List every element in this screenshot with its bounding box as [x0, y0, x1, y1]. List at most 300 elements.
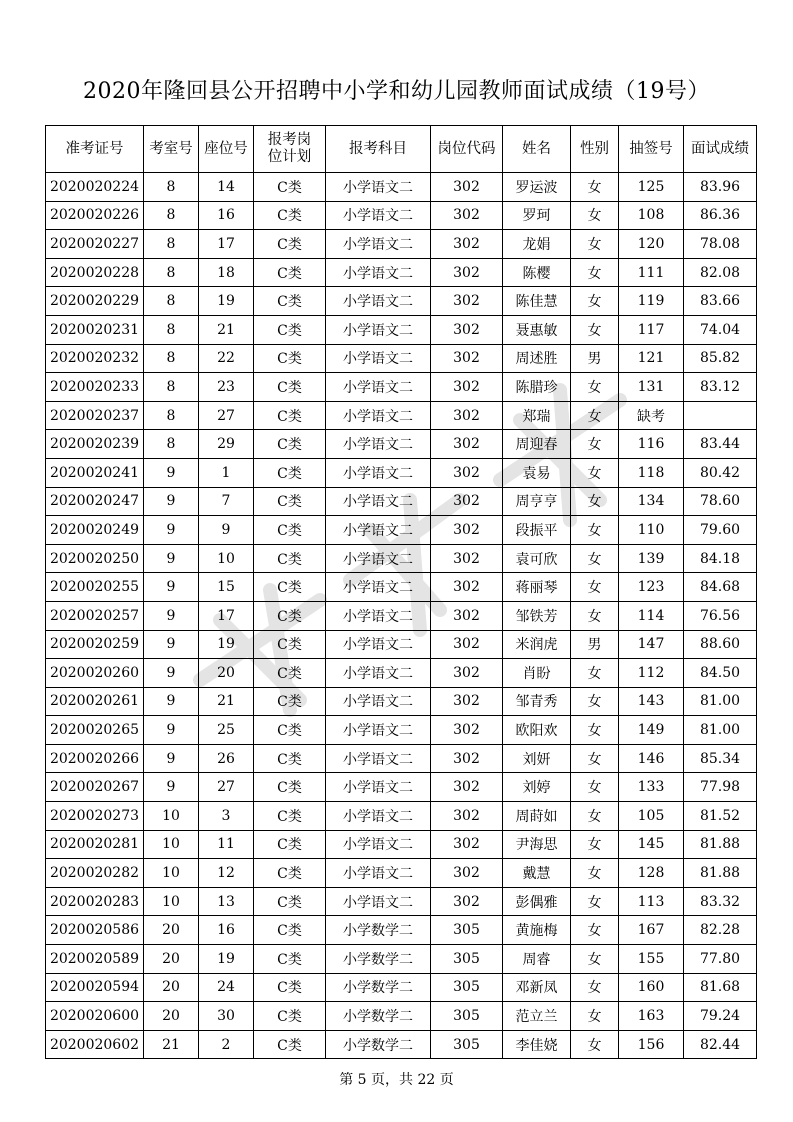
position-code-cell: 302 [431, 315, 503, 344]
admission-number-cell: 2020020241 [46, 458, 144, 487]
subject-cell: 小学数学二 [326, 916, 431, 945]
position-plan-cell: C类 [254, 487, 326, 516]
seat-number-cell: 1 [199, 458, 254, 487]
seat-number-cell: 19 [199, 287, 254, 316]
exam-room-cell: 8 [144, 173, 199, 202]
table-row [46, 773, 757, 802]
name-cell: 陈腊珍 [503, 373, 571, 402]
position-plan-cell: C类 [254, 887, 326, 916]
column-header: 座位号 [199, 126, 254, 173]
draw-number-cell: 163 [619, 1002, 684, 1031]
seat-number-cell: 21 [199, 315, 254, 344]
admission-number-cell: 2020020586 [46, 916, 144, 945]
position-code-cell: 305 [431, 1002, 503, 1031]
admission-number-cell: 2020020600 [46, 1002, 144, 1031]
name-cell: 袁易 [503, 458, 571, 487]
position-code-cell: 302 [431, 344, 503, 373]
admission-number-cell: 2020020226 [46, 201, 144, 230]
subject-cell: 小学语文二 [326, 859, 431, 888]
admission-number-cell: 2020020266 [46, 744, 144, 773]
draw-number-cell: 120 [619, 230, 684, 259]
subject-cell: 小学语文二 [326, 458, 431, 487]
draw-number-cell: 155 [619, 945, 684, 974]
interview-score-cell: 86.36 [684, 201, 757, 230]
table-row [46, 544, 757, 573]
seat-number-cell: 15 [199, 573, 254, 602]
table-row [46, 716, 757, 745]
subject-cell: 小学数学二 [326, 1030, 431, 1059]
subject-cell: 小学语文二 [326, 659, 431, 688]
subject-cell: 小学语文二 [326, 173, 431, 202]
name-cell: 周述胜 [503, 344, 571, 373]
draw-number-cell: 125 [619, 173, 684, 202]
draw-number-cell: 143 [619, 687, 684, 716]
subject-cell: 小学语文二 [326, 315, 431, 344]
admission-number-cell: 2020020259 [46, 630, 144, 659]
table-row [46, 373, 757, 402]
subject-cell: 小学语文二 [326, 373, 431, 402]
admission-number-cell: 2020020227 [46, 230, 144, 259]
gender-cell: 女 [571, 201, 619, 230]
name-cell: 陈樱 [503, 258, 571, 287]
admission-number-cell: 2020020231 [46, 315, 144, 344]
seat-number-cell: 22 [199, 344, 254, 373]
gender-cell: 女 [571, 516, 619, 545]
seat-number-cell: 9 [199, 516, 254, 545]
gender-cell: 女 [571, 945, 619, 974]
name-cell: 戴慧 [503, 859, 571, 888]
position-code-cell: 302 [431, 487, 503, 516]
subject-cell: 小学语文二 [326, 802, 431, 831]
gender-cell: 女 [571, 401, 619, 430]
exam-room-cell: 20 [144, 916, 199, 945]
admission-number-cell: 2020020265 [46, 716, 144, 745]
exam-room-cell: 8 [144, 344, 199, 373]
draw-number-cell: 112 [619, 659, 684, 688]
table-row [46, 601, 757, 630]
table-row [46, 630, 757, 659]
subject-cell: 小学语文二 [326, 401, 431, 430]
name-cell: 周莳如 [503, 802, 571, 831]
table-row [46, 1002, 757, 1031]
exam-room-cell: 8 [144, 430, 199, 459]
draw-number-cell: 110 [619, 516, 684, 545]
draw-number-cell: 134 [619, 487, 684, 516]
subject-cell: 小学语文二 [326, 258, 431, 287]
gender-cell: 女 [571, 573, 619, 602]
admission-number-cell: 2020020273 [46, 802, 144, 831]
position-plan-cell: C类 [254, 373, 326, 402]
draw-number-cell: 缺考 [619, 401, 684, 430]
name-cell: 刘妍 [503, 744, 571, 773]
interview-score-cell: 83.96 [684, 173, 757, 202]
admission-number-cell: 2020020589 [46, 945, 144, 974]
gender-cell: 女 [571, 258, 619, 287]
name-cell: 邹青秀 [503, 687, 571, 716]
subject-cell: 小学语文二 [326, 516, 431, 545]
interview-score-cell: 78.60 [684, 487, 757, 516]
subject-cell: 小学语文二 [326, 287, 431, 316]
interview-score-cell: 82.44 [684, 1030, 757, 1059]
admission-number-cell: 2020020282 [46, 859, 144, 888]
draw-number-cell: 139 [619, 544, 684, 573]
interview-score-cell: 83.66 [684, 287, 757, 316]
draw-number-cell: 108 [619, 201, 684, 230]
position-plan-cell: C类 [254, 916, 326, 945]
column-header: 姓名 [503, 126, 571, 173]
subject-cell: 小学语文二 [326, 487, 431, 516]
gender-cell: 女 [571, 659, 619, 688]
exam-room-cell: 20 [144, 945, 199, 974]
subject-cell: 小学语文二 [326, 830, 431, 859]
position-plan-cell: C类 [254, 601, 326, 630]
interview-score-cell: 83.32 [684, 887, 757, 916]
gender-cell: 女 [571, 916, 619, 945]
interview-score-cell: 81.88 [684, 859, 757, 888]
interview-score-table [45, 125, 757, 1059]
interview-score-cell: 85.34 [684, 744, 757, 773]
name-cell: 彭偶雅 [503, 887, 571, 916]
position-plan-cell: C类 [254, 516, 326, 545]
name-cell: 聂惠敏 [503, 315, 571, 344]
draw-number-cell: 156 [619, 1030, 684, 1059]
seat-number-cell: 30 [199, 1002, 254, 1031]
position-plan-cell: C类 [254, 201, 326, 230]
gender-cell: 女 [571, 744, 619, 773]
seat-number-cell: 25 [199, 716, 254, 745]
table-row [46, 1030, 757, 1059]
admission-number-cell: 2020020250 [46, 544, 144, 573]
position-code-cell: 302 [431, 573, 503, 602]
draw-number-cell: 113 [619, 887, 684, 916]
table-row [46, 687, 757, 716]
table-row [46, 859, 757, 888]
position-plan-cell: C类 [254, 544, 326, 573]
column-header: 报考科目 [326, 126, 431, 173]
gender-cell: 女 [571, 859, 619, 888]
name-cell: 周亨亨 [503, 487, 571, 516]
subject-cell: 小学语文二 [326, 630, 431, 659]
position-code-cell: 305 [431, 916, 503, 945]
position-code-cell: 305 [431, 1030, 503, 1059]
gender-cell: 女 [571, 230, 619, 259]
name-cell: 郑瑞 [503, 401, 571, 430]
interview-score-cell: 81.68 [684, 973, 757, 1002]
exam-room-cell: 9 [144, 687, 199, 716]
draw-number-cell: 133 [619, 773, 684, 802]
subject-cell: 小学语文二 [326, 344, 431, 373]
admission-number-cell: 2020020261 [46, 687, 144, 716]
position-plan-cell: C类 [254, 458, 326, 487]
seat-number-cell: 3 [199, 802, 254, 831]
table-row [46, 830, 757, 859]
admission-number-cell: 2020020260 [46, 659, 144, 688]
interview-score-cell: 80.42 [684, 458, 757, 487]
gender-cell: 女 [571, 173, 619, 202]
table-row [46, 430, 757, 459]
table-row [46, 973, 757, 1002]
position-plan-cell: C类 [254, 773, 326, 802]
table-row [46, 230, 757, 259]
position-plan-cell: C类 [254, 315, 326, 344]
position-plan-cell: C类 [254, 230, 326, 259]
admission-number-cell: 2020020239 [46, 430, 144, 459]
gender-cell: 女 [571, 802, 619, 831]
position-plan-cell: C类 [254, 344, 326, 373]
subject-cell: 小学语文二 [326, 887, 431, 916]
seat-number-cell: 10 [199, 544, 254, 573]
position-code-cell: 302 [431, 859, 503, 888]
admission-number-cell: 2020020249 [46, 516, 144, 545]
admission-number-cell: 2020020237 [46, 401, 144, 430]
draw-number-cell: 123 [619, 573, 684, 602]
table-row [46, 258, 757, 287]
position-code-cell: 305 [431, 945, 503, 974]
exam-room-cell: 8 [144, 201, 199, 230]
draw-number-cell: 146 [619, 744, 684, 773]
interview-score-cell: 77.98 [684, 773, 757, 802]
position-code-cell: 302 [431, 802, 503, 831]
position-plan-cell: C类 [254, 973, 326, 1002]
exam-room-cell: 8 [144, 258, 199, 287]
gender-cell: 女 [571, 544, 619, 573]
seat-number-cell: 7 [199, 487, 254, 516]
admission-number-cell: 2020020247 [46, 487, 144, 516]
table-row [46, 344, 757, 373]
interview-score-cell: 74.04 [684, 315, 757, 344]
interview-score-cell: 76.56 [684, 601, 757, 630]
interview-score-cell: 84.50 [684, 659, 757, 688]
position-code-cell: 302 [431, 830, 503, 859]
admission-number-cell: 2020020602 [46, 1030, 144, 1059]
seat-number-cell: 13 [199, 887, 254, 916]
admission-number-cell: 2020020283 [46, 887, 144, 916]
position-code-cell: 302 [431, 659, 503, 688]
table-row [46, 516, 757, 545]
column-header: 报考岗位计划 [254, 126, 326, 173]
gender-cell: 女 [571, 458, 619, 487]
column-header: 准考证号 [46, 126, 144, 173]
gender-cell: 男 [571, 630, 619, 659]
exam-room-cell: 8 [144, 287, 199, 316]
interview-score-cell: 83.12 [684, 373, 757, 402]
subject-cell: 小学数学二 [326, 945, 431, 974]
exam-room-cell: 9 [144, 744, 199, 773]
table-row [46, 945, 757, 974]
seat-number-cell: 19 [199, 945, 254, 974]
position-code-cell: 302 [431, 716, 503, 745]
exam-room-cell: 20 [144, 1002, 199, 1031]
exam-room-cell: 9 [144, 601, 199, 630]
interview-score-cell: 85.82 [684, 344, 757, 373]
admission-number-cell: 2020020229 [46, 287, 144, 316]
name-cell: 罗运波 [503, 173, 571, 202]
position-code-cell: 302 [431, 401, 503, 430]
exam-room-cell: 9 [144, 487, 199, 516]
table-row [46, 659, 757, 688]
exam-room-cell: 8 [144, 401, 199, 430]
position-plan-cell: C类 [254, 716, 326, 745]
position-code-cell: 305 [431, 973, 503, 1002]
seat-number-cell: 19 [199, 630, 254, 659]
exam-room-cell: 10 [144, 859, 199, 888]
interview-score-cell: 78.08 [684, 230, 757, 259]
interview-score-cell: 81.00 [684, 687, 757, 716]
position-code-cell: 302 [431, 287, 503, 316]
table-row [46, 201, 757, 230]
gender-cell: 女 [571, 287, 619, 316]
position-plan-cell: C类 [254, 830, 326, 859]
interview-score-cell: 77.80 [684, 945, 757, 974]
gender-cell: 女 [571, 830, 619, 859]
exam-room-cell: 9 [144, 573, 199, 602]
gender-cell: 女 [571, 373, 619, 402]
position-code-cell: 302 [431, 201, 503, 230]
name-cell: 陈佳慧 [503, 287, 571, 316]
table-row [46, 401, 757, 430]
position-plan-cell: C类 [254, 430, 326, 459]
interview-score-cell: 84.68 [684, 573, 757, 602]
position-plan-cell: C类 [254, 945, 326, 974]
draw-number-cell: 147 [619, 630, 684, 659]
admission-number-cell: 2020020267 [46, 773, 144, 802]
position-code-cell: 302 [431, 744, 503, 773]
exam-room-cell: 9 [144, 716, 199, 745]
position-code-cell: 302 [431, 687, 503, 716]
page-title: 2020年隆回县公开招聘中小学和幼儿园教师面试成绩（19号） [83, 79, 710, 104]
column-header: 岗位代码 [431, 126, 503, 173]
subject-cell: 小学语文二 [326, 201, 431, 230]
exam-room-cell: 10 [144, 802, 199, 831]
table-row [46, 287, 757, 316]
subject-cell: 小学语文二 [326, 544, 431, 573]
position-code-cell: 302 [431, 173, 503, 202]
exam-room-cell: 10 [144, 887, 199, 916]
name-cell: 段振平 [503, 516, 571, 545]
position-plan-cell: C类 [254, 173, 326, 202]
position-code-cell: 302 [431, 601, 503, 630]
position-plan-cell: C类 [254, 1002, 326, 1031]
admission-number-cell: 2020020281 [46, 830, 144, 859]
subject-cell: 小学数学二 [326, 973, 431, 1002]
draw-number-cell: 114 [619, 601, 684, 630]
draw-number-cell: 131 [619, 373, 684, 402]
admission-number-cell: 2020020257 [46, 601, 144, 630]
admission-number-cell: 2020020228 [46, 258, 144, 287]
column-header: 抽签号 [619, 126, 684, 173]
interview-score-cell: 81.88 [684, 830, 757, 859]
table-row [46, 887, 757, 916]
gender-cell: 女 [571, 1002, 619, 1031]
gender-cell: 女 [571, 887, 619, 916]
position-plan-cell: C类 [254, 802, 326, 831]
exam-room-cell: 9 [144, 630, 199, 659]
seat-number-cell: 23 [199, 373, 254, 402]
position-code-cell: 302 [431, 887, 503, 916]
name-cell: 尹海思 [503, 830, 571, 859]
draw-number-cell: 118 [619, 458, 684, 487]
seat-number-cell: 24 [199, 973, 254, 1002]
table-header-row [46, 126, 757, 173]
position-plan-cell: C类 [254, 687, 326, 716]
exam-room-cell: 9 [144, 773, 199, 802]
name-cell: 米润虎 [503, 630, 571, 659]
exam-room-cell: 9 [144, 544, 199, 573]
interview-score-cell [684, 401, 757, 430]
exam-room-cell: 20 [144, 973, 199, 1002]
seat-number-cell: 17 [199, 601, 254, 630]
table-row [46, 458, 757, 487]
page-footer: 第 5 页，共 22 页 [339, 1072, 454, 1088]
admission-number-cell: 2020020255 [46, 573, 144, 602]
exam-room-cell: 9 [144, 458, 199, 487]
admission-number-cell: 2020020233 [46, 373, 144, 402]
position-code-cell: 302 [431, 630, 503, 659]
admission-number-cell: 2020020224 [46, 173, 144, 202]
position-code-cell: 302 [431, 230, 503, 259]
table-row [46, 487, 757, 516]
draw-number-cell: 167 [619, 916, 684, 945]
draw-number-cell: 160 [619, 973, 684, 1002]
gender-cell: 女 [571, 1030, 619, 1059]
interview-score-cell: 82.28 [684, 916, 757, 945]
name-cell: 欧阳欢 [503, 716, 571, 745]
admission-number-cell: 2020020232 [46, 344, 144, 373]
table-row [46, 744, 757, 773]
position-code-cell: 302 [431, 430, 503, 459]
subject-cell: 小学语文二 [326, 430, 431, 459]
draw-number-cell: 145 [619, 830, 684, 859]
exam-room-cell: 9 [144, 516, 199, 545]
gender-cell: 女 [571, 973, 619, 1002]
subject-cell: 小学数学二 [326, 1002, 431, 1031]
seat-number-cell: 26 [199, 744, 254, 773]
seat-number-cell: 16 [199, 201, 254, 230]
seat-number-cell: 21 [199, 687, 254, 716]
interview-score-cell: 79.60 [684, 516, 757, 545]
position-plan-cell: C类 [254, 573, 326, 602]
interview-score-cell: 79.24 [684, 1002, 757, 1031]
name-cell: 袁可欣 [503, 544, 571, 573]
name-cell: 黄施梅 [503, 916, 571, 945]
interview-score-cell: 84.18 [684, 544, 757, 573]
seat-number-cell: 27 [199, 773, 254, 802]
subject-cell: 小学语文二 [326, 744, 431, 773]
exam-room-cell: 8 [144, 230, 199, 259]
draw-number-cell: 128 [619, 859, 684, 888]
column-header: 面试成绩 [684, 126, 757, 173]
position-code-cell: 302 [431, 773, 503, 802]
position-code-cell: 302 [431, 258, 503, 287]
draw-number-cell: 116 [619, 430, 684, 459]
position-plan-cell: C类 [254, 1030, 326, 1059]
seat-number-cell: 12 [199, 859, 254, 888]
exam-room-cell: 8 [144, 315, 199, 344]
table-row [46, 573, 757, 602]
position-plan-cell: C类 [254, 258, 326, 287]
table-row [46, 315, 757, 344]
gender-cell: 女 [571, 315, 619, 344]
exam-room-cell: 9 [144, 659, 199, 688]
gender-cell: 男 [571, 344, 619, 373]
name-cell: 邓新凤 [503, 973, 571, 1002]
seat-number-cell: 2 [199, 1030, 254, 1059]
exam-room-cell: 21 [144, 1030, 199, 1059]
gender-cell: 女 [571, 716, 619, 745]
subject-cell: 小学语文二 [326, 773, 431, 802]
gender-cell: 女 [571, 487, 619, 516]
seat-number-cell: 29 [199, 430, 254, 459]
